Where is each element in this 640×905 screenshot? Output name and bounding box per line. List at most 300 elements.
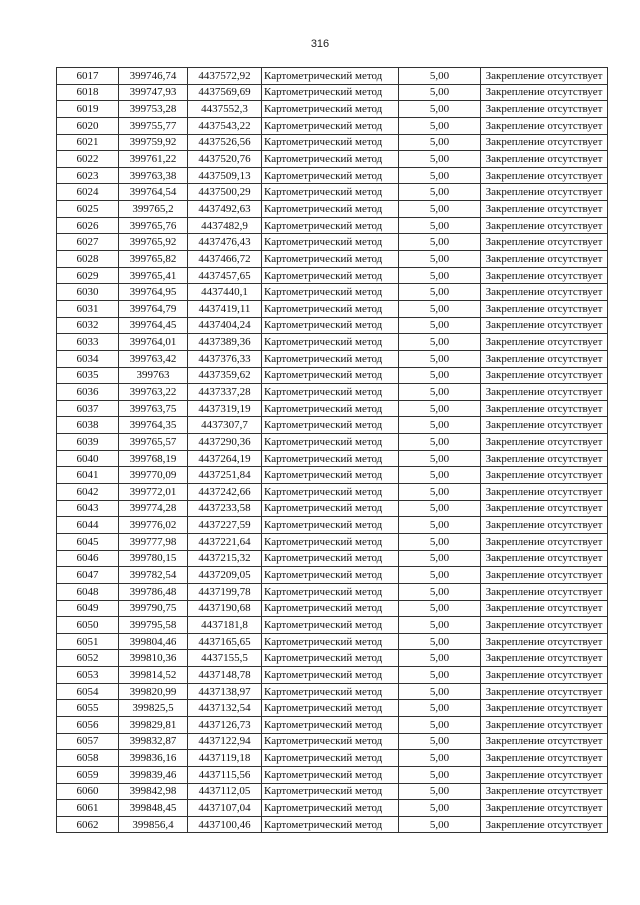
method-cell: Картометрический метод — [262, 783, 399, 800]
table-row — [57, 384, 608, 401]
point-number-cell: 6025 — [57, 201, 119, 218]
fixation-cell: Закрепление отсутствует — [481, 700, 608, 717]
y-coordinate-cell: 4437359,62 — [188, 367, 262, 384]
point-number-cell: 6017 — [57, 68, 119, 85]
y-coordinate-cell: 4437337,28 — [188, 384, 262, 401]
table-row — [57, 550, 608, 567]
table-row — [57, 267, 608, 284]
fixation-cell: Закрепление отсутствует — [481, 167, 608, 184]
precision-cell: 5,00 — [399, 816, 481, 833]
method-cell: Картометрический метод — [262, 550, 399, 567]
fixation-cell: Закрепление отсутствует — [481, 267, 608, 284]
x-coordinate-cell: 399753,28 — [119, 101, 188, 118]
method-cell: Картометрический метод — [262, 750, 399, 767]
table-row — [57, 783, 608, 800]
point-number-cell: 6054 — [57, 683, 119, 700]
fixation-cell: Закрепление отсутствует — [481, 350, 608, 367]
x-coordinate-cell: 399786,48 — [119, 583, 188, 600]
fixation-cell: Закрепление отсутствует — [481, 517, 608, 534]
precision-cell: 5,00 — [399, 151, 481, 168]
x-coordinate-cell: 399825,5 — [119, 700, 188, 717]
point-number-cell: 6023 — [57, 167, 119, 184]
precision-cell: 5,00 — [399, 400, 481, 417]
table-row — [57, 400, 608, 417]
point-number-cell: 6049 — [57, 600, 119, 617]
precision-cell: 5,00 — [399, 550, 481, 567]
y-coordinate-cell: 4437264,19 — [188, 450, 262, 467]
precision-cell: 5,00 — [399, 217, 481, 234]
precision-cell: 5,00 — [399, 766, 481, 783]
method-cell: Картометрический метод — [262, 184, 399, 201]
fixation-cell: Закрепление отсутствует — [481, 400, 608, 417]
y-coordinate-cell: 4437419,11 — [188, 300, 262, 317]
x-coordinate-cell: 399764,45 — [119, 317, 188, 334]
method-cell: Картометрический метод — [262, 217, 399, 234]
fixation-cell: Закрепление отсутствует — [481, 500, 608, 517]
fixation-cell: Закрепление отсутствует — [481, 667, 608, 684]
y-coordinate-cell: 4437126,73 — [188, 716, 262, 733]
x-coordinate-cell: 399746,74 — [119, 68, 188, 85]
precision-cell: 5,00 — [399, 367, 481, 384]
method-cell: Картометрический метод — [262, 317, 399, 334]
method-cell: Картометрический метод — [262, 700, 399, 717]
table-row — [57, 184, 608, 201]
x-coordinate-cell: 399765,82 — [119, 251, 188, 268]
precision-cell: 5,00 — [399, 167, 481, 184]
y-coordinate-cell: 4437526,56 — [188, 134, 262, 151]
point-number-cell: 6048 — [57, 583, 119, 600]
method-cell: Картометрический метод — [262, 134, 399, 151]
x-coordinate-cell: 399780,15 — [119, 550, 188, 567]
table-row — [57, 617, 608, 634]
method-cell: Картометрический метод — [262, 500, 399, 517]
point-number-cell: 6060 — [57, 783, 119, 800]
fixation-cell: Закрепление отсутствует — [481, 184, 608, 201]
point-number-cell: 6039 — [57, 434, 119, 451]
point-number-cell: 6050 — [57, 617, 119, 634]
y-coordinate-cell: 4437227,59 — [188, 517, 262, 534]
precision-cell: 5,00 — [399, 117, 481, 134]
table-row — [57, 567, 608, 584]
method-cell: Картометрический метод — [262, 68, 399, 85]
x-coordinate-cell: 399774,28 — [119, 500, 188, 517]
precision-cell: 5,00 — [399, 617, 481, 634]
table-row — [57, 766, 608, 783]
table-row — [57, 434, 608, 451]
precision-cell: 5,00 — [399, 633, 481, 650]
fixation-cell: Закрепление отсутствует — [481, 733, 608, 750]
point-number-cell: 6044 — [57, 517, 119, 534]
y-coordinate-cell: 4437319,19 — [188, 400, 262, 417]
x-coordinate-cell: 399820,99 — [119, 683, 188, 700]
precision-cell: 5,00 — [399, 84, 481, 101]
x-coordinate-cell: 399772,01 — [119, 484, 188, 501]
precision-cell: 5,00 — [399, 750, 481, 767]
point-number-cell: 6029 — [57, 267, 119, 284]
precision-cell: 5,00 — [399, 234, 481, 251]
table-row — [57, 68, 608, 85]
x-coordinate-cell: 399761,22 — [119, 151, 188, 168]
method-cell: Картометрический метод — [262, 400, 399, 417]
x-coordinate-cell: 399768,19 — [119, 450, 188, 467]
y-coordinate-cell: 4437290,36 — [188, 434, 262, 451]
precision-cell: 5,00 — [399, 68, 481, 85]
x-coordinate-cell: 399764,01 — [119, 334, 188, 351]
y-coordinate-cell: 4437251,84 — [188, 467, 262, 484]
precision-cell: 5,00 — [399, 484, 481, 501]
table-row — [57, 650, 608, 667]
precision-cell: 5,00 — [399, 683, 481, 700]
table-row — [57, 484, 608, 501]
fixation-cell: Закрепление отсутствует — [481, 151, 608, 168]
fixation-cell: Закрепление отсутствует — [481, 117, 608, 134]
precision-cell: 5,00 — [399, 101, 481, 118]
point-number-cell: 6055 — [57, 700, 119, 717]
x-coordinate-cell: 399839,46 — [119, 766, 188, 783]
precision-cell: 5,00 — [399, 650, 481, 667]
y-coordinate-cell: 4437476,43 — [188, 234, 262, 251]
x-coordinate-cell: 399764,54 — [119, 184, 188, 201]
method-cell: Картометрический метод — [262, 267, 399, 284]
fixation-cell: Закрепление отсутствует — [481, 800, 608, 817]
x-coordinate-cell: 399770,09 — [119, 467, 188, 484]
method-cell: Картометрический метод — [262, 417, 399, 434]
table-row — [57, 334, 608, 351]
point-number-cell: 6041 — [57, 467, 119, 484]
table-row — [57, 733, 608, 750]
fixation-cell: Закрепление отсутствует — [481, 816, 608, 833]
fixation-cell: Закрепление отсутствует — [481, 84, 608, 101]
table-row — [57, 450, 608, 467]
table-row — [57, 467, 608, 484]
method-cell: Картометрический метод — [262, 650, 399, 667]
y-coordinate-cell: 4437307,7 — [188, 417, 262, 434]
point-number-cell: 6026 — [57, 217, 119, 234]
fixation-cell: Закрепление отсутствует — [481, 716, 608, 733]
method-cell: Картометрический метод — [262, 350, 399, 367]
table-row — [57, 500, 608, 517]
precision-cell: 5,00 — [399, 300, 481, 317]
x-coordinate-cell: 399764,35 — [119, 417, 188, 434]
fixation-cell: Закрепление отсутствует — [481, 766, 608, 783]
y-coordinate-cell: 4437100,46 — [188, 816, 262, 833]
precision-cell: 5,00 — [399, 184, 481, 201]
fixation-cell: Закрепление отсутствует — [481, 650, 608, 667]
method-cell: Картометрический метод — [262, 300, 399, 317]
precision-cell: 5,00 — [399, 251, 481, 268]
precision-cell: 5,00 — [399, 800, 481, 817]
precision-cell: 5,00 — [399, 134, 481, 151]
method-cell: Картометрический метод — [262, 583, 399, 600]
y-coordinate-cell: 4437404,24 — [188, 317, 262, 334]
point-number-cell: 6034 — [57, 350, 119, 367]
x-coordinate-cell: 399765,92 — [119, 234, 188, 251]
fixation-cell: Закрепление отсутствует — [481, 783, 608, 800]
method-cell: Картометрический метод — [262, 633, 399, 650]
point-number-cell: 6053 — [57, 667, 119, 684]
table-row — [57, 700, 608, 717]
precision-cell: 5,00 — [399, 434, 481, 451]
point-number-cell: 6046 — [57, 550, 119, 567]
x-coordinate-cell: 399747,93 — [119, 84, 188, 101]
method-cell: Картометрический метод — [262, 234, 399, 251]
fixation-cell: Закрепление отсутствует — [481, 384, 608, 401]
fixation-cell: Закрепление отсутствует — [481, 467, 608, 484]
method-cell: Картометрический метод — [262, 766, 399, 783]
precision-cell: 5,00 — [399, 716, 481, 733]
precision-cell: 5,00 — [399, 500, 481, 517]
fixation-cell: Закрепление отсутствует — [481, 583, 608, 600]
x-coordinate-cell: 399765,2 — [119, 201, 188, 218]
y-coordinate-cell: 4437221,64 — [188, 533, 262, 550]
table-row — [57, 633, 608, 650]
point-number-cell: 6028 — [57, 251, 119, 268]
method-cell: Картометрический метод — [262, 733, 399, 750]
x-coordinate-cell: 399777,98 — [119, 533, 188, 550]
method-cell: Картометрический метод — [262, 533, 399, 550]
fixation-cell: Закрепление отсутствует — [481, 201, 608, 218]
y-coordinate-cell: 4437569,69 — [188, 84, 262, 101]
fixation-cell: Закрепление отсутствует — [481, 683, 608, 700]
x-coordinate-cell: 399836,16 — [119, 750, 188, 767]
fixation-cell: Закрепление отсутствует — [481, 300, 608, 317]
y-coordinate-cell: 4437107,04 — [188, 800, 262, 817]
x-coordinate-cell: 399782,54 — [119, 567, 188, 584]
fixation-cell: Закрепление отсутствует — [481, 101, 608, 118]
table-row — [57, 517, 608, 534]
precision-cell: 5,00 — [399, 384, 481, 401]
fixation-cell: Закрепление отсутствует — [481, 417, 608, 434]
fixation-cell: Закрепление отсутствует — [481, 334, 608, 351]
table-row — [57, 84, 608, 101]
x-coordinate-cell: 399765,76 — [119, 217, 188, 234]
x-coordinate-cell: 399795,58 — [119, 617, 188, 634]
method-cell: Картометрический метод — [262, 667, 399, 684]
y-coordinate-cell: 4437122,94 — [188, 733, 262, 750]
method-cell: Картометрический метод — [262, 201, 399, 218]
y-coordinate-cell: 4437500,29 — [188, 184, 262, 201]
x-coordinate-cell: 399763 — [119, 367, 188, 384]
table-row — [57, 583, 608, 600]
table-row — [57, 667, 608, 684]
point-number-cell: 6020 — [57, 117, 119, 134]
fixation-cell: Закрепление отсутствует — [481, 550, 608, 567]
y-coordinate-cell: 4437115,56 — [188, 766, 262, 783]
table-row — [57, 300, 608, 317]
y-coordinate-cell: 4437440,1 — [188, 284, 262, 301]
method-cell: Картометрический метод — [262, 284, 399, 301]
method-cell: Картометрический метод — [262, 167, 399, 184]
x-coordinate-cell: 399765,57 — [119, 434, 188, 451]
table-row — [57, 417, 608, 434]
y-coordinate-cell: 4437209,05 — [188, 567, 262, 584]
method-cell: Картометрический метод — [262, 334, 399, 351]
precision-cell: 5,00 — [399, 583, 481, 600]
precision-cell: 5,00 — [399, 417, 481, 434]
y-coordinate-cell: 4437572,92 — [188, 68, 262, 85]
method-cell: Картометрический метод — [262, 117, 399, 134]
x-coordinate-cell: 399763,22 — [119, 384, 188, 401]
table-row — [57, 234, 608, 251]
point-number-cell: 6040 — [57, 450, 119, 467]
point-number-cell: 6030 — [57, 284, 119, 301]
fixation-cell: Закрепление отсутствует — [481, 217, 608, 234]
x-coordinate-cell: 399776,02 — [119, 517, 188, 534]
fixation-cell: Закрепление отсутствует — [481, 134, 608, 151]
point-number-cell: 6035 — [57, 367, 119, 384]
page-number: 316 — [310, 38, 330, 50]
precision-cell: 5,00 — [399, 517, 481, 534]
fixation-cell: Закрепление отсутствует — [481, 533, 608, 550]
fixation-cell: Закрепление отсутствует — [481, 284, 608, 301]
table-row — [57, 816, 608, 833]
y-coordinate-cell: 4437543,22 — [188, 117, 262, 134]
table-row — [57, 284, 608, 301]
method-cell: Картометрический метод — [262, 84, 399, 101]
y-coordinate-cell: 4437165,65 — [188, 633, 262, 650]
method-cell: Картометрический метод — [262, 450, 399, 467]
table-row — [57, 350, 608, 367]
point-number-cell: 6036 — [57, 384, 119, 401]
y-coordinate-cell: 4437138,97 — [188, 683, 262, 700]
method-cell: Картометрический метод — [262, 434, 399, 451]
x-coordinate-cell: 399829,81 — [119, 716, 188, 733]
table-row — [57, 134, 608, 151]
point-number-cell: 6062 — [57, 816, 119, 833]
method-cell: Картометрический метод — [262, 151, 399, 168]
y-coordinate-cell: 4437520,76 — [188, 151, 262, 168]
point-number-cell: 6051 — [57, 633, 119, 650]
table-row — [57, 317, 608, 334]
fixation-cell: Закрепление отсутствует — [481, 750, 608, 767]
point-number-cell: 6032 — [57, 317, 119, 334]
table-row — [57, 533, 608, 550]
y-coordinate-cell: 4437376,33 — [188, 350, 262, 367]
table-row — [57, 600, 608, 617]
y-coordinate-cell: 4437155,5 — [188, 650, 262, 667]
point-number-cell: 6024 — [57, 184, 119, 201]
y-coordinate-cell: 4437190,68 — [188, 600, 262, 617]
precision-cell: 5,00 — [399, 533, 481, 550]
method-cell: Картометрический метод — [262, 484, 399, 501]
table-row — [57, 117, 608, 134]
point-number-cell: 6052 — [57, 650, 119, 667]
y-coordinate-cell: 4437482,9 — [188, 217, 262, 234]
point-number-cell: 6059 — [57, 766, 119, 783]
x-coordinate-cell: 399804,46 — [119, 633, 188, 650]
precision-cell: 5,00 — [399, 783, 481, 800]
x-coordinate-cell: 399832,87 — [119, 733, 188, 750]
method-cell: Картометрический метод — [262, 384, 399, 401]
precision-cell: 5,00 — [399, 600, 481, 617]
point-number-cell: 6056 — [57, 716, 119, 733]
fixation-cell: Закрепление отсутствует — [481, 633, 608, 650]
fixation-cell: Закрепление отсутствует — [481, 68, 608, 85]
fixation-cell: Закрепление отсутствует — [481, 234, 608, 251]
precision-cell: 5,00 — [399, 667, 481, 684]
y-coordinate-cell: 4437132,54 — [188, 700, 262, 717]
method-cell: Картометрический метод — [262, 517, 399, 534]
point-number-cell: 6058 — [57, 750, 119, 767]
point-number-cell: 6033 — [57, 334, 119, 351]
table-row — [57, 251, 608, 268]
method-cell: Картометрический метод — [262, 600, 399, 617]
table-row — [57, 800, 608, 817]
y-coordinate-cell: 4437215,32 — [188, 550, 262, 567]
fixation-cell: Закрепление отсутствует — [481, 600, 608, 617]
precision-cell: 5,00 — [399, 567, 481, 584]
precision-cell: 5,00 — [399, 284, 481, 301]
y-coordinate-cell: 4437181,8 — [188, 617, 262, 634]
point-number-cell: 6021 — [57, 134, 119, 151]
y-coordinate-cell: 4437119,18 — [188, 750, 262, 767]
precision-cell: 5,00 — [399, 201, 481, 218]
point-number-cell: 6022 — [57, 151, 119, 168]
point-number-cell: 6019 — [57, 101, 119, 118]
x-coordinate-cell: 399763,42 — [119, 350, 188, 367]
point-number-cell: 6042 — [57, 484, 119, 501]
x-coordinate-cell: 399842,98 — [119, 783, 188, 800]
point-number-cell: 6018 — [57, 84, 119, 101]
method-cell: Картометрический метод — [262, 617, 399, 634]
y-coordinate-cell: 4437199,78 — [188, 583, 262, 600]
method-cell: Картометрический метод — [262, 467, 399, 484]
method-cell: Картометрический метод — [262, 567, 399, 584]
table-row — [57, 367, 608, 384]
x-coordinate-cell: 399848,45 — [119, 800, 188, 817]
point-number-cell: 6027 — [57, 234, 119, 251]
coordinates-table-body — [57, 68, 608, 833]
table-row — [57, 167, 608, 184]
table-row — [57, 683, 608, 700]
x-coordinate-cell: 399814,52 — [119, 667, 188, 684]
point-number-cell: 6043 — [57, 500, 119, 517]
table-row — [57, 716, 608, 733]
method-cell: Картометрический метод — [262, 716, 399, 733]
y-coordinate-cell: 4437509,13 — [188, 167, 262, 184]
y-coordinate-cell: 4437148,78 — [188, 667, 262, 684]
precision-cell: 5,00 — [399, 467, 481, 484]
precision-cell: 5,00 — [399, 450, 481, 467]
y-coordinate-cell: 4437466,72 — [188, 251, 262, 268]
x-coordinate-cell: 399759,92 — [119, 134, 188, 151]
precision-cell: 5,00 — [399, 733, 481, 750]
x-coordinate-cell: 399810,36 — [119, 650, 188, 667]
table-row — [57, 151, 608, 168]
point-number-cell: 6038 — [57, 417, 119, 434]
point-number-cell: 6031 — [57, 300, 119, 317]
fixation-cell: Закрепление отсутствует — [481, 251, 608, 268]
method-cell: Картометрический метод — [262, 683, 399, 700]
x-coordinate-cell: 399764,79 — [119, 300, 188, 317]
x-coordinate-cell: 399856,4 — [119, 816, 188, 833]
precision-cell: 5,00 — [399, 267, 481, 284]
fixation-cell: Закрепление отсутствует — [481, 367, 608, 384]
method-cell: Картометрический метод — [262, 367, 399, 384]
point-number-cell: 6047 — [57, 567, 119, 584]
precision-cell: 5,00 — [399, 350, 481, 367]
fixation-cell: Закрепление отсутствует — [481, 434, 608, 451]
y-coordinate-cell: 4437492,63 — [188, 201, 262, 218]
x-coordinate-cell: 399790,75 — [119, 600, 188, 617]
fixation-cell: Закрепление отсутствует — [481, 617, 608, 634]
point-number-cell: 6057 — [57, 733, 119, 750]
table-row — [57, 101, 608, 118]
method-cell: Картометрический метод — [262, 251, 399, 268]
x-coordinate-cell: 399763,38 — [119, 167, 188, 184]
y-coordinate-cell: 4437389,36 — [188, 334, 262, 351]
fixation-cell: Закрепление отсутствует — [481, 317, 608, 334]
